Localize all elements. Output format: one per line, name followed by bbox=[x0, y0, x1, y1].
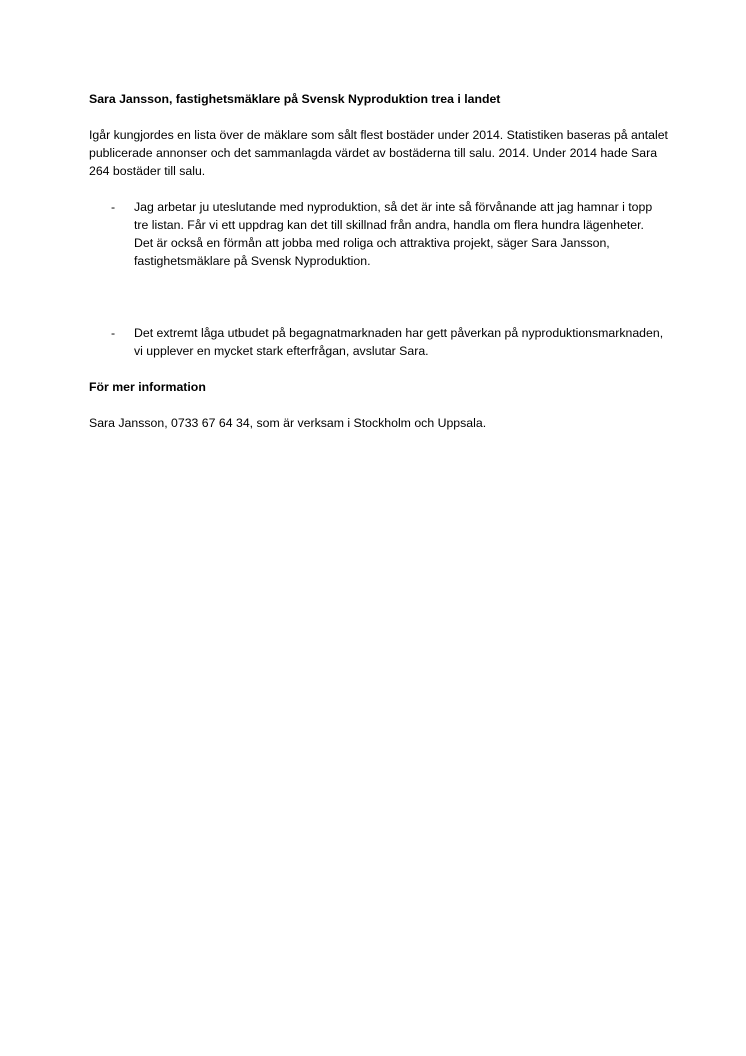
quote-text-2: Det extremt låga utbudet på begagnatmarknaden har gett påverkan på nyproduktionsmarknaden, vi upplever en mycket stark efterfrågan, avslutar Sara. bbox=[134, 326, 664, 358]
spacer bbox=[89, 270, 669, 324]
document-body bbox=[89, 90, 669, 432]
contact-line: Sara Jansson, 0733 67 64 34, som är verksam i Stockholm och Uppsala. bbox=[89, 416, 487, 430]
info-heading: För mer information bbox=[89, 380, 206, 394]
bullet-dash: - bbox=[111, 326, 116, 340]
quote-list bbox=[89, 198, 669, 360]
quote-item-2 bbox=[89, 324, 664, 360]
quote-text-1: Jag arbetar ju uteslutande med nyproduktion, så det är inte så förvånande att jag hamnar i topp tre listan. Får vi ett uppdrag kan det till skillnad från andra, handla om flera hundra lägenheter. Det är också en förmån att jobba med roliga och attraktiva projekt, säger Sara Jansson, fastighetsmäklare på Svensk Nyproduktion. bbox=[134, 200, 653, 268]
document-title: Sara Jansson, fastighetsmäklare på Svensk Nyproduktion trea i landet bbox=[89, 92, 501, 106]
bullet-dash: - bbox=[111, 200, 116, 214]
quote-item-1 bbox=[89, 198, 664, 270]
intro-paragraph: Igår kungjordes en lista över de mäklare som sålt flest bostäder under 2014. Statistiken baseras på antalet publicerade annonser och det sammanlagda värdet av bostäderna till salu. 2014. Under 2014 hade Sara 264 bostäder till salu. bbox=[89, 128, 668, 178]
